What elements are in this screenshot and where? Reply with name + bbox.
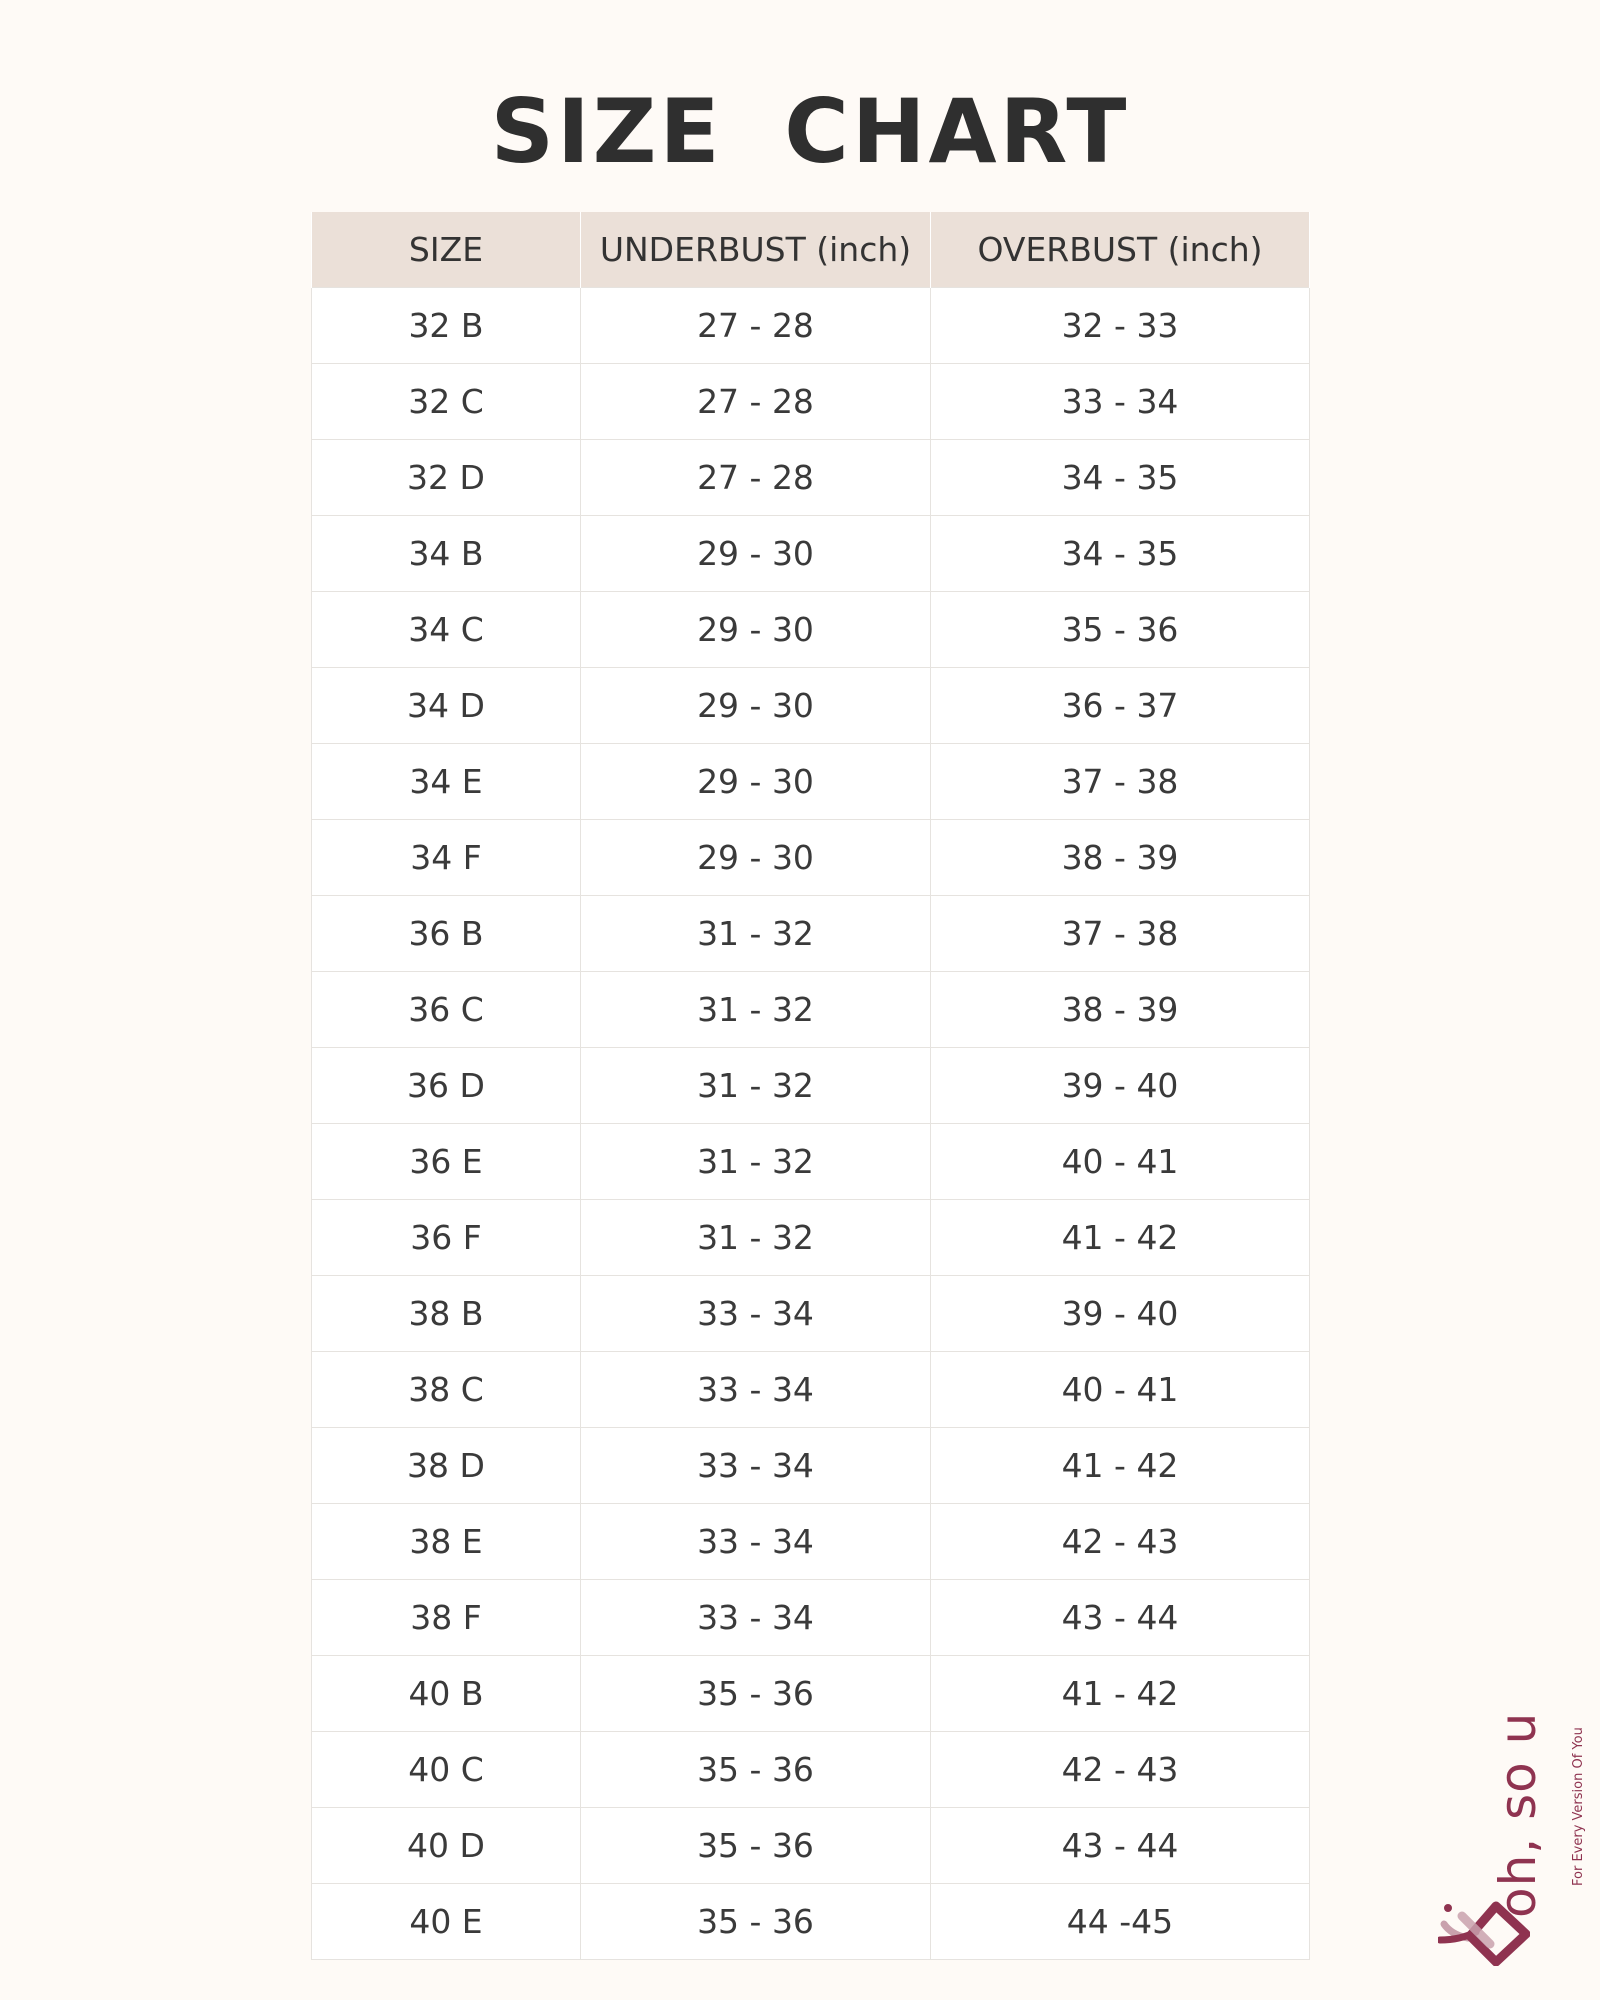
table-row (312, 1124, 1310, 1200)
table-row (312, 1276, 1310, 1352)
cell-overbust: 39 - 40 (931, 1048, 1310, 1124)
cell-underbust: 29 - 30 (581, 820, 931, 896)
cell-overbust: 34 - 35 (931, 440, 1310, 516)
cell-overbust: 36 - 37 (931, 668, 1310, 744)
table-row (312, 668, 1310, 744)
cell-size: 38 B (312, 1276, 581, 1352)
cell-overbust: 40 - 41 (931, 1124, 1310, 1200)
table-row (312, 1048, 1310, 1124)
table-row (312, 592, 1310, 668)
cell-underbust: 35 - 36 (581, 1656, 931, 1732)
diamond-logo-icon (1438, 1900, 1530, 1966)
cell-underbust: 29 - 30 (581, 744, 931, 820)
table-row (312, 1732, 1310, 1808)
cell-underbust: 33 - 34 (581, 1276, 931, 1352)
cell-underbust: 31 - 32 (581, 1048, 931, 1124)
cell-underbust: 27 - 28 (581, 364, 931, 440)
cell-underbust: 27 - 28 (581, 288, 931, 364)
cell-overbust: 37 - 38 (931, 896, 1310, 972)
cell-underbust: 33 - 34 (581, 1580, 931, 1656)
table-row (312, 1504, 1310, 1580)
cell-size: 38 E (312, 1504, 581, 1580)
cell-overbust: 41 - 42 (931, 1656, 1310, 1732)
cell-overbust: 41 - 42 (931, 1428, 1310, 1504)
cell-underbust: 31 - 32 (581, 1124, 931, 1200)
cell-underbust: 31 - 32 (581, 1200, 931, 1276)
table-row (312, 896, 1310, 972)
cell-underbust: 31 - 32 (581, 972, 931, 1048)
table-row (312, 820, 1310, 896)
size-chart-table (311, 212, 1310, 1960)
cell-size: 32 D (312, 440, 581, 516)
cell-overbust: 41 - 42 (931, 1200, 1310, 1276)
cell-overbust: 43 - 44 (931, 1580, 1310, 1656)
cell-overbust: 32 - 33 (931, 288, 1310, 364)
cell-overbust: 33 - 34 (931, 364, 1310, 440)
table-row (312, 1428, 1310, 1504)
cell-overbust: 40 - 41 (931, 1352, 1310, 1428)
table-header-row (312, 212, 1310, 288)
cell-size: 34 F (312, 820, 581, 896)
table-row (312, 1200, 1310, 1276)
table-row (312, 744, 1310, 820)
cell-underbust: 29 - 30 (581, 516, 931, 592)
table-body (312, 288, 1310, 1960)
cell-overbust: 34 - 35 (931, 516, 1310, 592)
cell-underbust: 29 - 30 (581, 592, 931, 668)
table-row (312, 972, 1310, 1048)
cell-overbust: 37 - 38 (931, 744, 1310, 820)
cell-underbust: 29 - 30 (581, 668, 931, 744)
cell-size: 34 E (312, 744, 581, 820)
page-title: SIZE CHART (490, 80, 1130, 183)
cell-overbust: 38 - 39 (931, 820, 1310, 896)
table-row (312, 364, 1310, 440)
brand-name-wrapper (1489, 1711, 1553, 1918)
cell-underbust: 35 - 36 (581, 1808, 931, 1884)
cell-size: 36 E (312, 1124, 581, 1200)
table-row (312, 1808, 1310, 1884)
cell-size: 36 F (312, 1200, 581, 1276)
table-row (312, 288, 1310, 364)
column-header-size: SIZE (312, 212, 581, 288)
table-row (312, 1656, 1310, 1732)
table-row (312, 1884, 1310, 1960)
cell-underbust: 27 - 28 (581, 440, 931, 516)
cell-size: 38 D (312, 1428, 581, 1504)
cell-underbust: 31 - 32 (581, 896, 931, 972)
cell-size: 40 E (312, 1884, 581, 1960)
cell-size: 40 D (312, 1808, 581, 1884)
cell-overbust: 43 - 44 (931, 1808, 1310, 1884)
cell-size: 34 C (312, 592, 581, 668)
cell-size: 40 C (312, 1732, 581, 1808)
cell-size: 36 C (312, 972, 581, 1048)
cell-size: 34 D (312, 668, 581, 744)
table-row (312, 440, 1310, 516)
cell-size: 36 B (312, 896, 581, 972)
cell-size: 34 B (312, 516, 581, 592)
table-row (312, 516, 1310, 592)
cell-overbust: 39 - 40 (931, 1276, 1310, 1352)
column-header-overbust: OVERBUST (inch) (931, 212, 1310, 288)
column-header-underbust: UNDERBUST (inch) (581, 212, 931, 288)
cell-overbust: 42 - 43 (931, 1732, 1310, 1808)
cell-underbust: 35 - 36 (581, 1732, 931, 1808)
brand-tagline: For Every Version Of You (1571, 1727, 1586, 1886)
cell-size: 32 C (312, 364, 581, 440)
cell-overbust: 42 - 43 (931, 1504, 1310, 1580)
table-row (312, 1580, 1310, 1656)
table-row (312, 1352, 1310, 1428)
cell-size: 32 B (312, 288, 581, 364)
cell-underbust: 33 - 34 (581, 1352, 931, 1428)
cell-underbust: 33 - 34 (581, 1428, 931, 1504)
cell-overbust: 44 -45 (931, 1884, 1310, 1960)
cell-overbust: 35 - 36 (931, 592, 1310, 668)
cell-size: 36 D (312, 1048, 581, 1124)
brand-name: oh, so u (1489, 1711, 1547, 1918)
cell-size: 40 B (312, 1656, 581, 1732)
cell-size: 38 C (312, 1352, 581, 1428)
cell-size: 38 F (312, 1580, 581, 1656)
cell-overbust: 38 - 39 (931, 972, 1310, 1048)
cell-underbust: 33 - 34 (581, 1504, 931, 1580)
cell-underbust: 35 - 36 (581, 1884, 931, 1960)
